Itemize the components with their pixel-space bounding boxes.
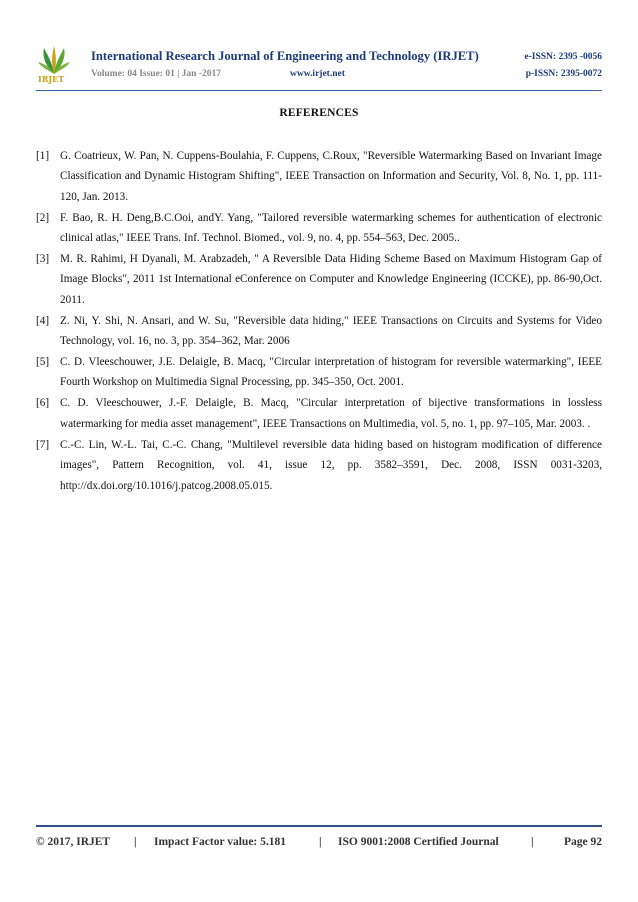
footer-separator: | (134, 836, 137, 848)
reference-number: [5] (36, 356, 50, 369)
logo-text: IRJET (38, 74, 65, 84)
pissn: p-ISSN: 2395-0072 (525, 69, 602, 79)
reference-text: C.-C. Lin, W.-L. Tai, C.-C. Chang, "Multilevel reversible data hiding based on histogram modification of difference images", Pattern Recognition, vol. 41, issue 12, pp. 3582–3591, Dec. 2008, ISSN 0031-3203, http://dx.doi.org/10.1016/j.patcog.2008.05.015. (60, 438, 602, 492)
reference-number: [6] (36, 397, 50, 410)
journal-website-link[interactable]: www.irjet.net (290, 69, 345, 79)
section-heading: REFERENCES (279, 107, 359, 119)
journal-title: International Research Journal of Engineering and Technology (IRJET) (91, 49, 479, 63)
reference-number: [4] (36, 314, 50, 327)
footer-impact-factor: Impact Factor value: 5.181 (154, 836, 287, 848)
footer-iso: ISO 9001:2008 Certified Journal (338, 836, 499, 848)
footer-separator: | (319, 836, 322, 848)
reference-item (36, 311, 602, 352)
reference-list (36, 146, 602, 496)
reference-text: Z. Ni, Y. Shi, N. Ansari, and W. Su, "Reversible data hiding," IEEE Transactions on Circuits and Systems for Video Technology, vol. 16, no. 3, pp. 354–362, Mar. 2006 (60, 314, 602, 348)
footer-divider (36, 825, 602, 827)
page-footer (36, 836, 602, 852)
reference-text: C. D. Vleeschouwer, J.-F. Delaigle, B. Macq, "Circular interpretation of bijective transformations in lossless watermarking for media asset management", IEEE Transactions on Multimedia, vol. 5, no. 1, pp. 97–105, Mar. 2003. . (60, 397, 602, 430)
reference-item (36, 146, 602, 207)
page-header (36, 44, 602, 92)
eissn: e-ISSN: 2395 -0056 (524, 52, 602, 62)
footer-separator: | (531, 836, 534, 848)
reference-text: G. Coatrieux, W. Pan, N. Cuppens-Boulahia, F. Cuppens, C.Roux, "Reversible Watermarking Based on Invariant Image Classification and Dynamic Histogram Shifting", IEEE Transaction on Information and Security, Vol. 8, No. 1, pp. 111-120, Jan. 2013. (60, 150, 602, 203)
reference-number: [7] (36, 438, 50, 451)
reference-text: C. D. Vleeschouwer, J.E. Delaigle, B. Macq, "Circular interpretation of histogram for reversible watermarking", IEEE Fourth Workshop on Multimedia Signal Processing, pp. 345–350, Oct. 2001. (60, 356, 602, 389)
header-divider (36, 90, 602, 91)
reference-number: [1] (36, 150, 50, 162)
footer-page-number: Page 92 (563, 836, 602, 848)
reference-number: [3] (36, 253, 50, 266)
reference-item (36, 435, 602, 496)
reference-number: [2] (36, 211, 50, 224)
footer-copyright: © 2017, IRJET (36, 836, 111, 848)
reference-item (36, 249, 602, 310)
irjet-logo (36, 44, 72, 90)
reference-text: M. R. Rahimi, H Dyanali, M. Arabzadeh, " A Reversible Data Hiding Scheme Based on Maximum Histogram Gap of Image Blocks", 2011 1st International eConference on Computer and Knowledge Engineering (ICCKE), pp. 86-90,Oct. 2011. (60, 253, 602, 306)
reference-item (36, 208, 602, 249)
reference-item (36, 352, 602, 393)
reference-item (36, 393, 602, 434)
volume-issue: Volume: 04 Issue: 01 | Jan -2017 (91, 69, 221, 79)
reference-text: F. Bao, R. H. Deng,B.C.Ooi, andY. Yang, "Tailored reversible watermarking schemes for authentication of electronic clinical atlas," IEEE Trans. Inf. Technol. Biomed., vol. 9, no. 4, pp. 554–563, Dec. 2005.. (60, 211, 602, 245)
